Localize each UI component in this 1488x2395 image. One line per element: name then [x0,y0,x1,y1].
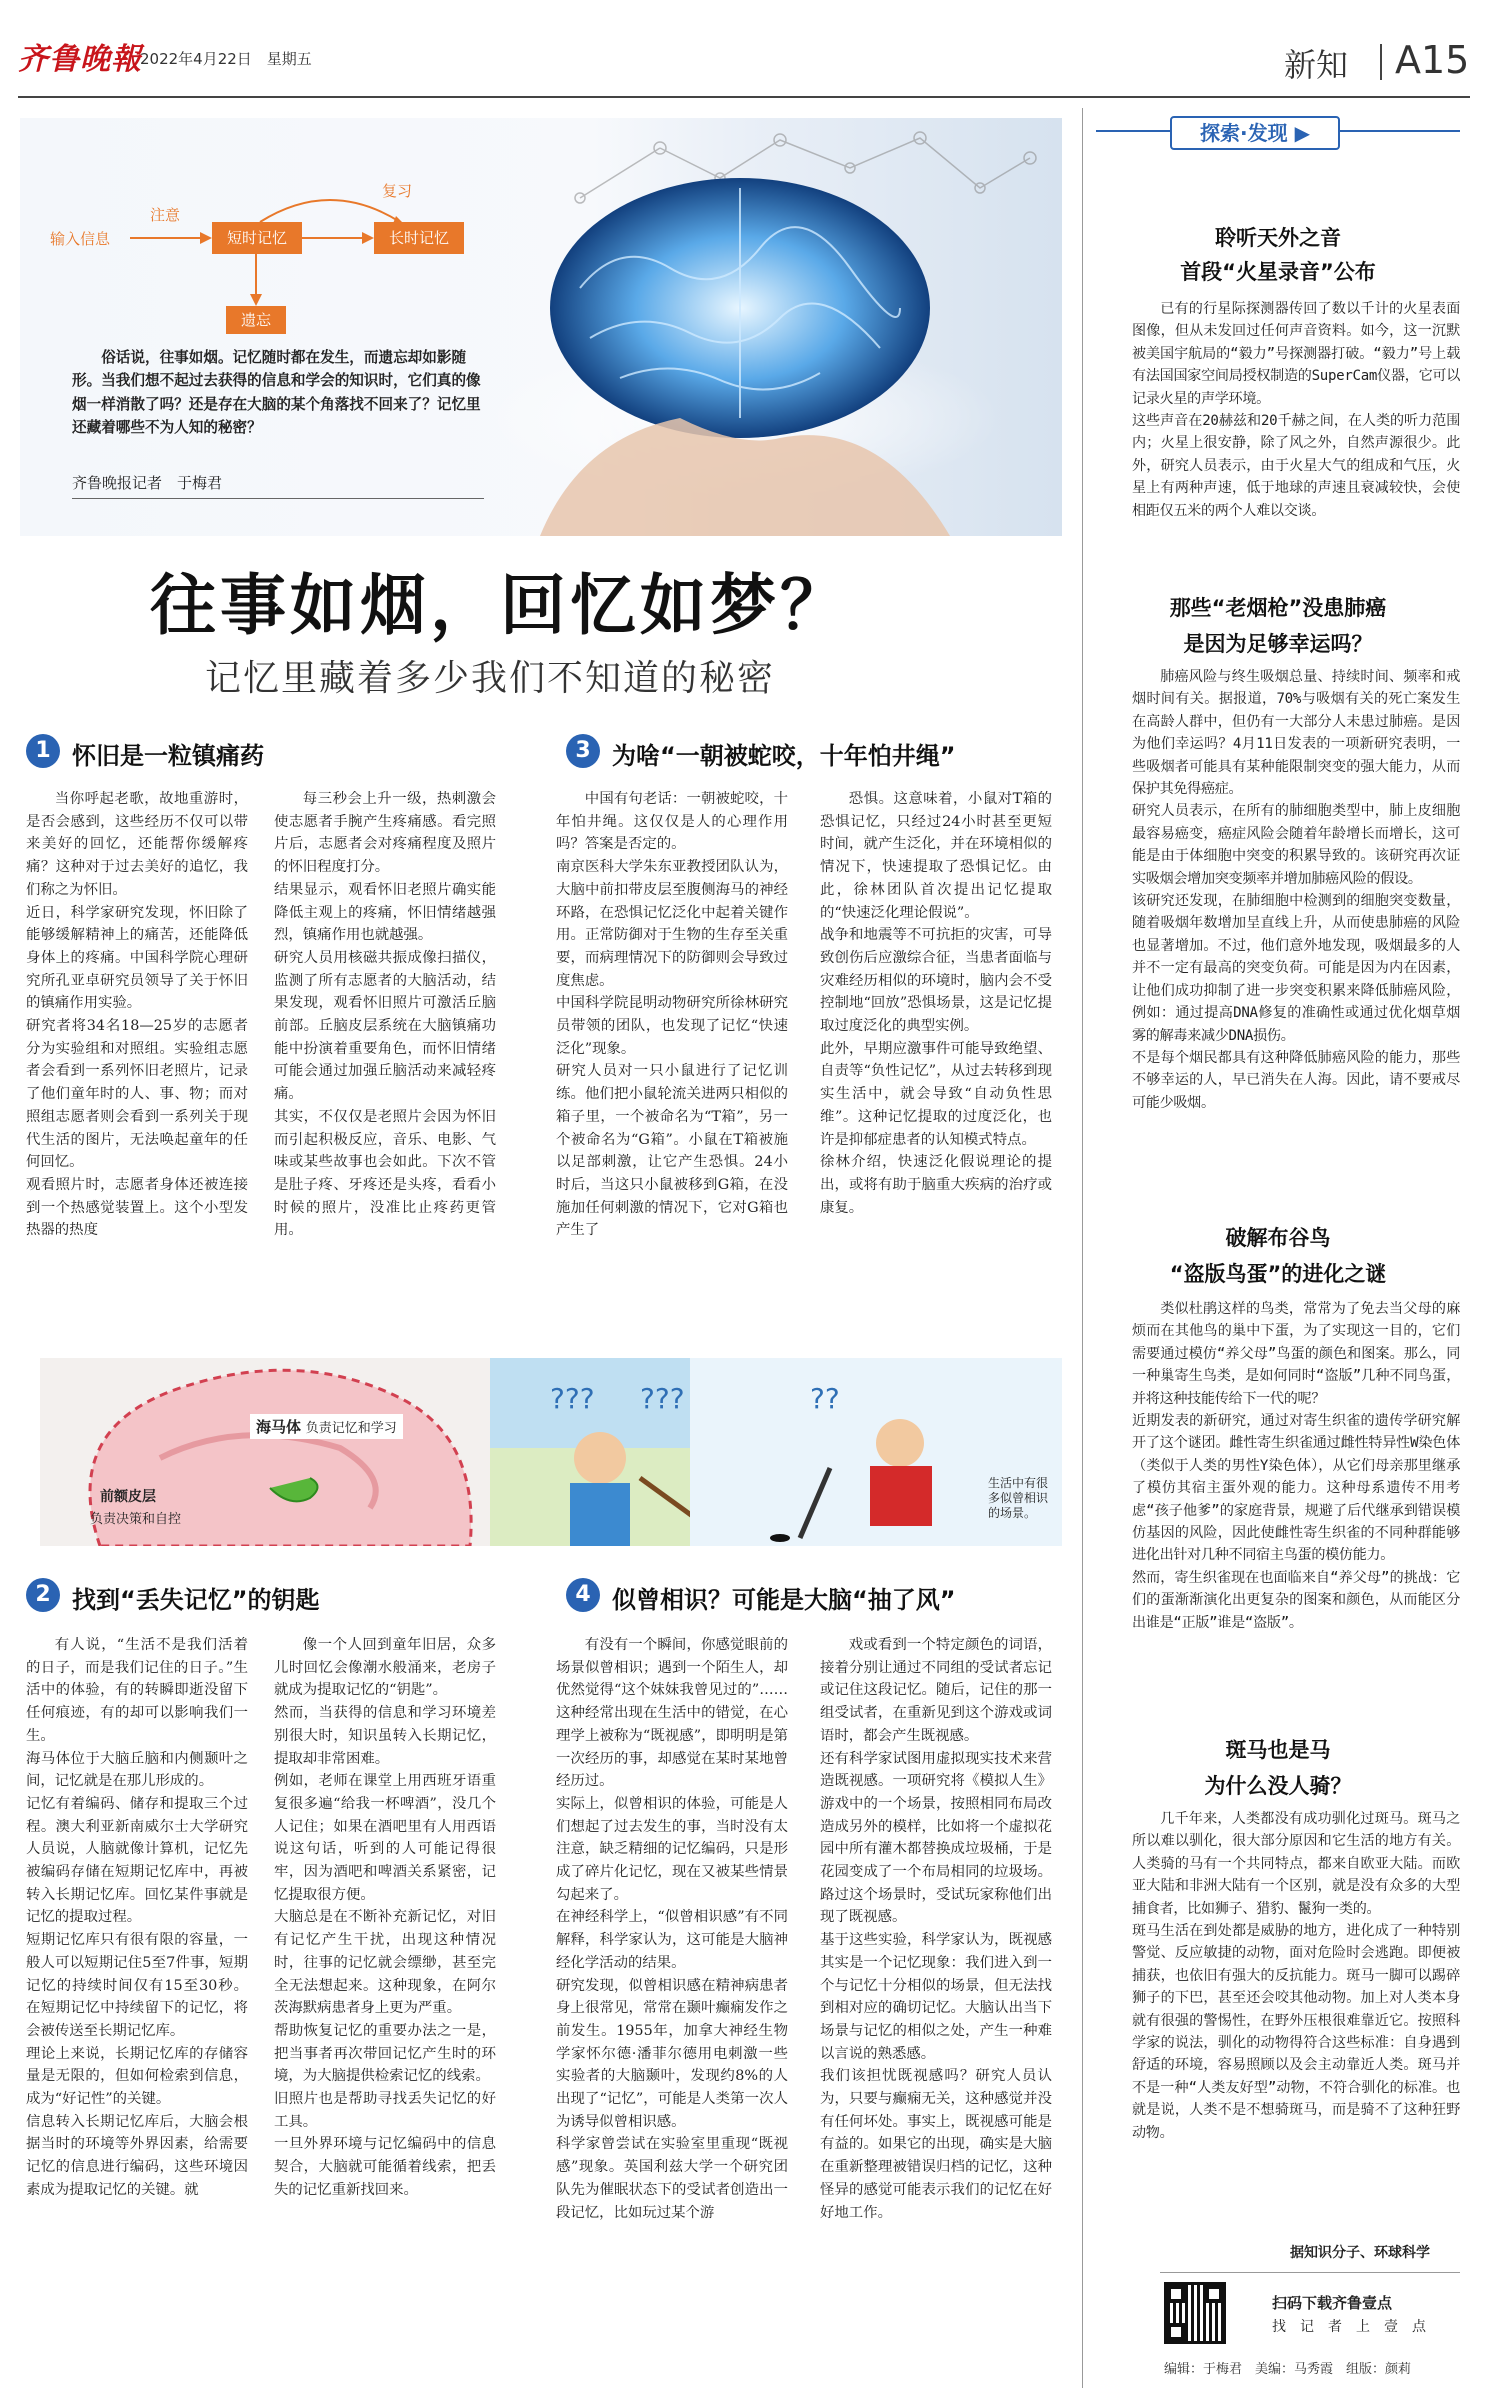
side-article-4-subtitle: 为什么没人骑？ [1204,1774,1352,1798]
section-title: 怀旧是一粒镇痛药 [72,742,264,770]
section-title: 为啥“一朝被蛇咬，十年怕井绳” [612,742,956,770]
qr-rule [1160,2272,1460,2273]
hero-byline: 齐鲁晚报记者 于梅君 [72,474,223,492]
side-article-3-title: 破解布谷鸟 [1225,1226,1331,1250]
section-name: 新知 [1284,46,1349,84]
section-1-col-2: 每三秒会上升一级，热刺激会使志愿者手腕产生疼痛感。看完照片后，志愿者会对疼痛程度及照片的怀旧程度打分。 结果显示，观看怀旧老照片确实能降低主观上的疼痛，怀旧情绪越强烈，镇痛作用也就越强。 研究人员用核磁共振成像扫描仪，监测了所有志愿者的大脑活动，结果发现，观看怀旧照片可激活丘脑前部。丘脑皮层系统在大脑镇痛功能中扮演着重要角色，而怀旧情绪可能会通过加强丘脑活动来减轻疼痛。 其实，不仅仅是老照片会因为怀旧而引起积极反应，音乐、电影、气味或某些故事也会如此。下次不管是肚子疼、牙疼还是头疼，看看小时候的照片，没准比止疼药更管用。 [274,791,496,1239]
flow-input-label: 输入信息 [50,230,111,248]
illustration-caption: 生活中有很多似曾相识的场景。 [988,1476,1049,1520]
newspaper-logo: 齐鲁晚報 [18,42,142,77]
side-article-2-title: 那些“老烟枪”没患肺癌 [1169,596,1387,620]
section-number: 3 [566,734,600,768]
qr-caption-1: 扫码下载齐鲁壹点 [1272,2294,1393,2312]
brain-illustration [40,1358,1062,1546]
header-divider [1380,44,1382,80]
side-article-2-body: 肺癌风险与终生吸烟总量、持续时间、频率和戒烟时间有关。据报道，70%与吸烟有关的死亡案发生在高龄人群中，但仍有一大部分人未患过肺癌。是因为他们幸运吗？4月11日发表的一项新研究表明，一些吸烟者可能具有某种能限制突变的强大能力，从而保护其免得癌症。 研究人员表示，在所有的肺细胞类型中，肺上皮细胞最容易癌变，癌症风险会随着年龄增长而增长，这可能是由于体细胞中突变的积累导致的。该研究再次证实吸烟会增加突变频率并增加肺癌风险的假设。 该研究还发现，在肺细胞中检测到的细胞突变数量，随着吸烟年数增加呈直线上升，从而使患肺癌的风险也显著增加。不过，他们意外地发现，吸烟最多的人并不一定有最高的突变负荷。可能是因为内在因素，让他们成功抑制了进一步突变积累来降低肺癌风险，例如：通过提高DNA修复的准确性或通过优化烟草烟雾的解毒来减少DNA损伤。 不是每个烟民都具有这种降低肺癌风险的能力，那些不够幸运的人，早已消失在人海。因此，请不要戒尽可能少吸烟。 [1132,669,1460,1111]
subheadline: 记忆里藏着多少我们不知道的秘密 [205,658,776,699]
side-article-1-subtitle: 首段“火星录音”公布 [1180,260,1376,284]
byline-rule [72,498,484,499]
section-number: 2 [26,1578,60,1612]
section-title: 找到“丢失记忆”的钥匙 [72,1586,320,1614]
flow-attention-label: 注意 [150,206,181,224]
flow-forget: 遗忘 [226,306,286,334]
issue-date: 2022年4月22日 星期五 [140,50,312,68]
hippocampus-desc: 负责记忆和学习 [305,1421,397,1436]
side-article-4-title: 斑马也是马 [1225,1738,1331,1762]
hero-image [20,118,1062,536]
section-title: 似曾相识？可能是大脑“抽了风” [612,1586,956,1614]
hero-intro: 俗话说，往事如烟。记忆随时都在发生，而遗忘却如影随形。当我们想不起过去获得的信息和学会的知识时，它们真的像烟一样消散了吗？还是存在大脑的某个角落找不回来了？记忆里还藏着哪些不为人知的秘密？ [72,349,481,436]
prefrontal-desc: 负责决策和自控 [90,1512,182,1527]
flow-review-label: 复习 [382,182,413,200]
section-2-col-1: 有人说，“生活不是我们活着的日子，而是我们记住的日子。”生活中的体验，有的转瞬即逝没留下任何痕迹，有的却可以影响我们一生。 海马体位于大脑丘脑和内侧颞叶之间，记忆就是在那儿形成的。 记忆有着编码、储存和提取三个过程。澳大利亚新南威尔士大学研究人员说，人脑就像计算机，记忆先被编码存储在短期记忆库中，再被转入长期记忆库。回忆某件事就是记忆的提取过程。 短期记忆库只有很有限的容量，一般人可以短期记住5至7件事，短期记忆的持续时间仅有15至30秒。在短期记忆中持续留下的记忆，将会被传送至长期记忆库。 理论上来说，长期记忆库的存储容量是无限的，但如何检索到信息，成为“好记性”的关键。 信息转入长期记忆库后，大脑会根据当时的环境等外界因素，给需要记忆的信息进行编码，这些环境因素成为提取记忆的关键。就 [26,1637,248,2198]
sidebar-tag: 探索·发现 ▶ [1170,116,1340,150]
qr-code[interactable] [1164,2282,1226,2344]
section-4-col-1: 有没有一个瞬间，你感觉眼前的场景似曾相识；遇到一个陌生人，却优然觉得“这个妹妹我曾见过的”……这种经常出现在生活中的错觉，在心理学上被称为“既视感”，即明明是第一次经历的事，却感觉在某时某地曾经历过。 实际上，似曾相识的体验，可能是人们想起了过去发生的事，当时没有太注意，缺乏精细的记忆编码，只是形成了碎片化记忆，现在又被某些情景勾起来了。 在神经科学上，“似曾相识感”有不同解释，科学家认为，这可能是大脑神经化学活动的结果。 研究发现，似曾相识感在精神病患者身上很常见，常常在颞叶癫痫发作之前发生。1955年，加拿大神经生物学家怀尔德·潘菲尔德用电刺激一些实验者的大脑颞叶，发现约8%的人出现了“记忆”，可能是人类第一次人为诱导似曾相识感。 科学家曾尝试在实验室里重现“既视感”现象。英国利兹大学一个研究团队先为催眠状态下的受试者创造出一段记忆，比如玩过某个游 [556,1637,788,2221]
column-divider [1082,108,1083,2388]
section-number: 1 [26,734,60,768]
side-article-1-title: 聆听天外之音 [1215,226,1341,250]
qr-caption-2: 找 记 者 上 壹 点 [1272,2319,1426,2335]
side-article-2-subtitle: 是因为足够幸运吗？ [1183,632,1373,656]
side-article-3-subtitle: “盗版鸟蛋”的进化之谜 [1169,1262,1387,1286]
headline: 往事如烟，回忆如梦？ [150,566,850,644]
section-3-col-1: 中国有句老话：一朝被蛇咬，十年怕井绳。这仅仅是人的心理作用吗？答案是否定的。 南京医科大学朱东亚教授团队认为，大脑中前扣带皮层至腹侧海马的神经环路，在恐惧记忆泛化中起着关键作用。正常防御对于生物的生存至关重要，而病理情况下的防御则会导致过度焦虑。 中国科学院昆明动物研究所徐林研究员带领的团队，也发现了记忆“快速泛化”现象。 研究人员对一只小鼠进行了记忆训练。他们把小鼠轮流关进两只相似的箱子里，一个被命名为“T箱”，另一个被命名为“G箱”。小鼠在T箱被施以足部刺激，让它产生恐惧。24小时后，当这只小鼠被移到G箱，在没施加任何刺激的情况下，它对G箱也产生了 [556,791,788,1239]
section-number: 4 [566,1578,600,1612]
flow-short-memory: 短时记忆 [212,222,302,254]
section-2-col-2: 像一个人回到童年旧居，众多儿时回忆会像潮水般涌来，老房子就成为提取记忆的“钥匙”。 然而，当获得的信息和学习环境差别很大时，知识虽转入长期记忆，提取却非常困难。 例如，老师在课堂上用西班牙语重复很多遍“给我一杯啤酒”，没几个人记住；如果在酒吧里有人用西语说这句话，听到的人可能记得很牢，因为酒吧和啤酒关系紧密，记忆提取很方便。 大脑总是在不断补充新记忆，对旧有记忆产生干扰，出现这种情况时，往事的记忆就会缥缈，甚至完全无法想起来。这种现象，在阿尔茨海默病患者身上更为严重。 帮助恢复记忆的重要办法之一是，把当事者再次带回记忆产生时的环境，为大脑提供检索记忆的线索。 旧照片也是帮助寻找丢失记忆的好工具。 一旦外界环境与记忆编码中的信息契合，大脑就可能循着线索，把丢失的记忆重新找回来。 [274,1637,496,2198]
svg-text:???: ??? [640,1382,685,1415]
flow-long-memory: 长时记忆 [374,222,464,254]
side-source: 据知识分子、环球科学 [1290,2245,1430,2261]
side-article-3-body: 类似杜鹃这样的鸟类，常常为了免去当父母的麻烦而在其他鸟的巢中下蛋，为了实现这一目的，它们需要通过模仿“养父母”鸟蛋的颜色和图案。那么，同一种巢寄生鸟类，是如何同时“盗版”几种不同鸟蛋，并将这种技能传给下一代的呢？ 近期发表的新研究，通过对寄生织雀的遗传学研究解开了这个谜团。雌性寄生织雀通过雌性特异性W染色体（类似于人类的男性Y染色体），从它们母亲那里继承了模仿其宿主蛋外观的能力。这种母系遗传不用考虑“孩子他爹”的家庭背景，规避了后代继承到错误模仿基因的风险，因此使雌性寄生织雀的不同种群能够进化出针对几种不同宿主鸟蛋的模仿能力。 然而，寄生织雀现在也面临来自“养父母”的挑战：它们的蛋渐渐演化出更复杂的图案和颜色，从而能区分出谁是“正版”谁是“盗版”。 [1132,1301,1460,1631]
side-article-1-body: 已有的行星际探测器传回了数以千计的火星表面图像，但从未发回过任何声音资料。如今，这一沉默被美国宇航局的“毅力”号探测器打破。“毅力”号上载有法国国家空间局授权制造的SuperCam仪器，它可以记录火星的声学环境。 这些声音在20赫兹和20千赫之间，在人类的听力范围内；火星上很安静，除了风之外，自然声源很少。此外，研究人员表示，由于火星大气的组成和气压，火星上有两种声速，低于地球的声速且衰减较快，会使相距仅五米的两个人难以交谈。 [1132,301,1460,519]
svg-text:???: ??? [550,1382,595,1415]
side-article-4-body: 几千年来，人类都没有成功驯化过斑马。斑马之所以难以驯化，很大部分原因和它生活的地方有关。人类骑的马有一个共同特点，都来自欧亚大陆。而欧亚大陆和非洲大陆有一个区别，就是没有众多的大型捕食者，比如狮子、猎豹、鬣狗一类的。 斑马生活在到处都是威胁的地方，进化成了一种特别警觉、反应敏捷的动物，面对危险时会逃跑。即便被捕获，也依旧有强大的反抗能力。斑马一脚可以踢碎狮子的下巴，甚至还会咬其他动物。加上对人类本身就有很强的警惕性，在野外压根很难靠近它。按照科学家的说法，驯化的动物得符合这些标准：自身遇到舒适的环境，容易照顾以及会主动靠近人类。斑马并不是一种“人类友好型”动物，不符合驯化的标准。也就是说，人类不是不想骑斑马，而是骑不了这种狂野动物。 [1132,1811,1460,2141]
hippocampus-label: 海马体 [256,1418,302,1436]
section-1-col-1: 当你呼起老歌，故地重游时，是否会感到，这些经历不仅可以带来美好的回忆，还能帮你缓解疼痛？这种对于过去美好的追忆，我们称之为怀旧。 近日，科学家研究发现，怀旧除了能够缓解精神上的痛苦，还能降低身体上的疼痛。中国科学院心理研究所孔亚卓研究员领导了关于怀旧的镇痛作用实验。 研究者将34名18—25岁的志愿者分为实验组和对照组。实验组志愿者会看到一系列怀旧老照片，记录了他们童年时的人、事、物；而对照组志愿者则会看到一系列关于现代生活的图片，无法唤起童年的任何回忆。 观看照片时，志愿者身体还被连接到一个热感觉装置上。这个小型发热器的热度 [26,791,248,1239]
svg-text:??: ?? [810,1382,840,1415]
illustration-strip [40,1358,1062,1546]
header-rule [18,96,1470,98]
prefrontal-label: 前额皮层 [100,1489,156,1505]
section-4-col-2: 戏或看到一个特定颜色的词语，接着分别让通过不同组的受试者忘记或记住这段记忆。随后，记住的那一组受试者，在重新见到这个游戏或词语时，都会产生既视感。 还有科学家试图用虚拟现实技术来营造既视感。一项研究将《模拟人生》游戏中的一个场景，按照相同布局改造成另外的模样，比如将一个虚拟花园中所有灌木都替换成垃圾桶，于是花园变成了一个布局相同的垃圾场。路过这个场景时，受试玩家称他们出现了既视感。 基于这些实验，科学家认为，既视感其实是一个记忆现象：我们进入到一个与记忆十分相似的场景，但无法找到相对应的确切记忆。大脑认出当下场景与记忆的相似之处，产生一种难以言说的熟悉感。 我们该担忧既视感吗？研究人员认为，只要与癫痫无关，这种感觉并没有任何坏处。事实上，既视感可能是有益的。如果它的出现，确实是大脑在重新整理被错误归档的记忆，这种怪异的感觉可能表示我们的记忆在好好地工作。 [820,1637,1052,2221]
page-number: A15 [1395,38,1470,82]
play-icon: ▶ [1294,121,1310,145]
section-3-col-2: 恐惧。这意味着，小鼠对T箱的恐惧记忆，只经过24小时甚至更短时间，就产生泛化，并在环境相似的情况下，快速提取了恐惧记忆。由此，徐林团队首次提出记忆提取的“快速泛化理论假说”。 战争和地震等不可抗拒的灾害，可导致创伤后应激综合征，当患者面临与灾难经历相似的环境时，脑内会不受控制地“回放”恐惧场景，这是记忆提取过度泛化的典型实例。 此外，早期应激事件可能导致绝望、自责等“负性记忆”，从过去转移到现实生活中，就会导致“自动负性思维”。这种记忆提取的过度泛化，也许是抑郁症患者的认知模式特点。 徐林介绍，快速泛化假说理论的提出，或将有助于脑重大疾病的治疗或康复。 [820,791,1052,1216]
editor-credits: 编辑：于梅君 美编：马秀霞 组版：颜莉 [1164,2362,1412,2377]
